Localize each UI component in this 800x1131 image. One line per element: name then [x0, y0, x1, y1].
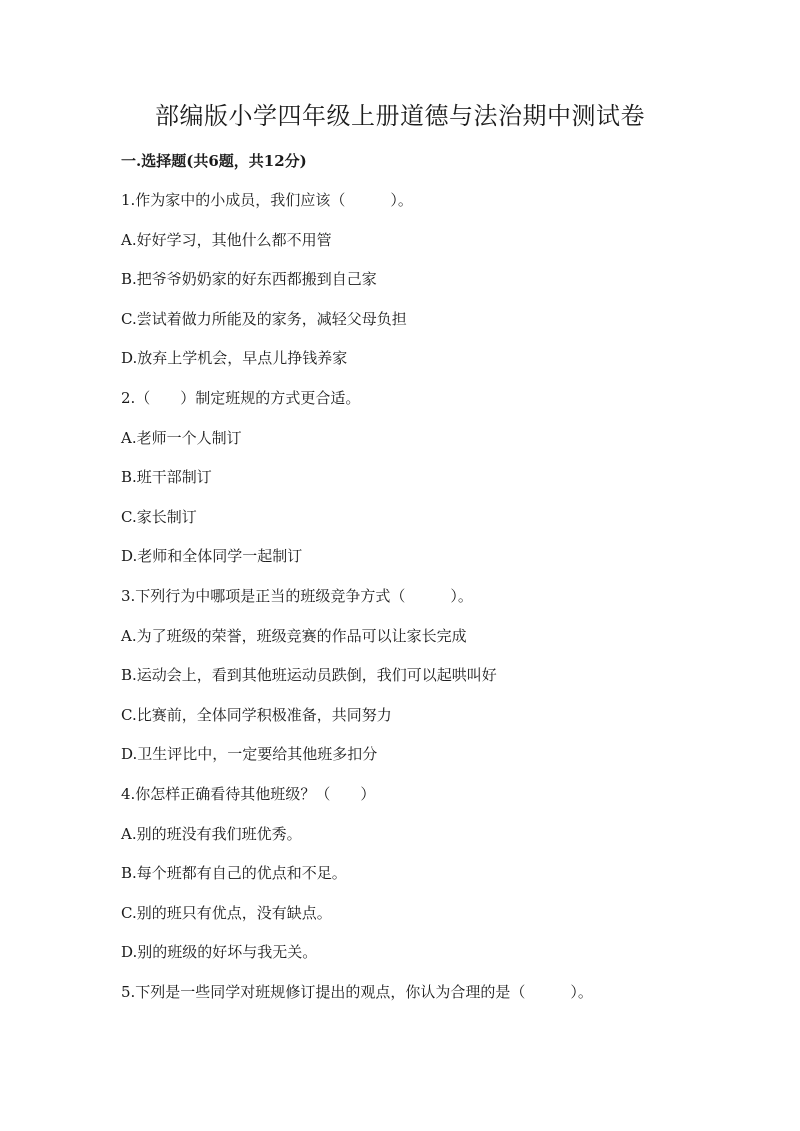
option-2c: C.家长制订	[121, 508, 197, 526]
option-1c: C.尝试着做力所能及的家务，减轻父母负担	[121, 310, 407, 328]
option-2d: D.老师和全体同学一起制订	[121, 547, 303, 565]
option-4c: C.别的班只有优点，没有缺点。	[121, 904, 332, 922]
option-3b: B.运动会上，看到其他班运动员跌倒，我们可以起哄叫好	[121, 666, 497, 684]
option-1a: A.好好学习，其他什么都不用管	[121, 231, 332, 249]
page-title: 部编版小学四年级上册道德与法治期中测试卷	[155, 102, 645, 130]
question-2: 2.（ ）制定班规的方式更合适。	[121, 389, 361, 407]
option-1d: D.放弃上学机会，早点儿挣钱养家	[121, 349, 348, 367]
option-4b: B.每个班都有自己的优点和不足。	[121, 864, 347, 882]
option-2b: B.班干部制订	[121, 468, 212, 486]
question-4: 4.你怎样正确看待其他班级？（ ）	[121, 785, 376, 803]
question-5: 5.下列是一些同学对班规修订提出的观点，你认为合理的是（ ）。	[121, 983, 593, 1001]
question-3: 3.下列行为中哪项是正当的班级竞争方式（ ）。	[121, 587, 473, 605]
option-4d: D.别的班级的好坏与我无关。	[121, 943, 318, 961]
option-2a: A.老师一个人制订	[121, 429, 242, 447]
question-1: 1.作为家中的小成员，我们应该（ ）。	[121, 191, 413, 209]
option-3c: C.比赛前，全体同学积极准备，共同努力	[121, 706, 392, 724]
option-3d: D.卫生评比中，一定要给其他班多扣分	[121, 745, 378, 763]
option-4a: A.别的班没有我们班优秀。	[121, 825, 302, 843]
section-heading: 一.选择题(共6题，共12分)	[121, 152, 307, 170]
option-3a: A.为了班级的荣誉，班级竞赛的作品可以让家长完成	[121, 627, 467, 645]
option-1b: B.把爷爷奶奶家的好东西都搬到自己家	[121, 270, 377, 288]
